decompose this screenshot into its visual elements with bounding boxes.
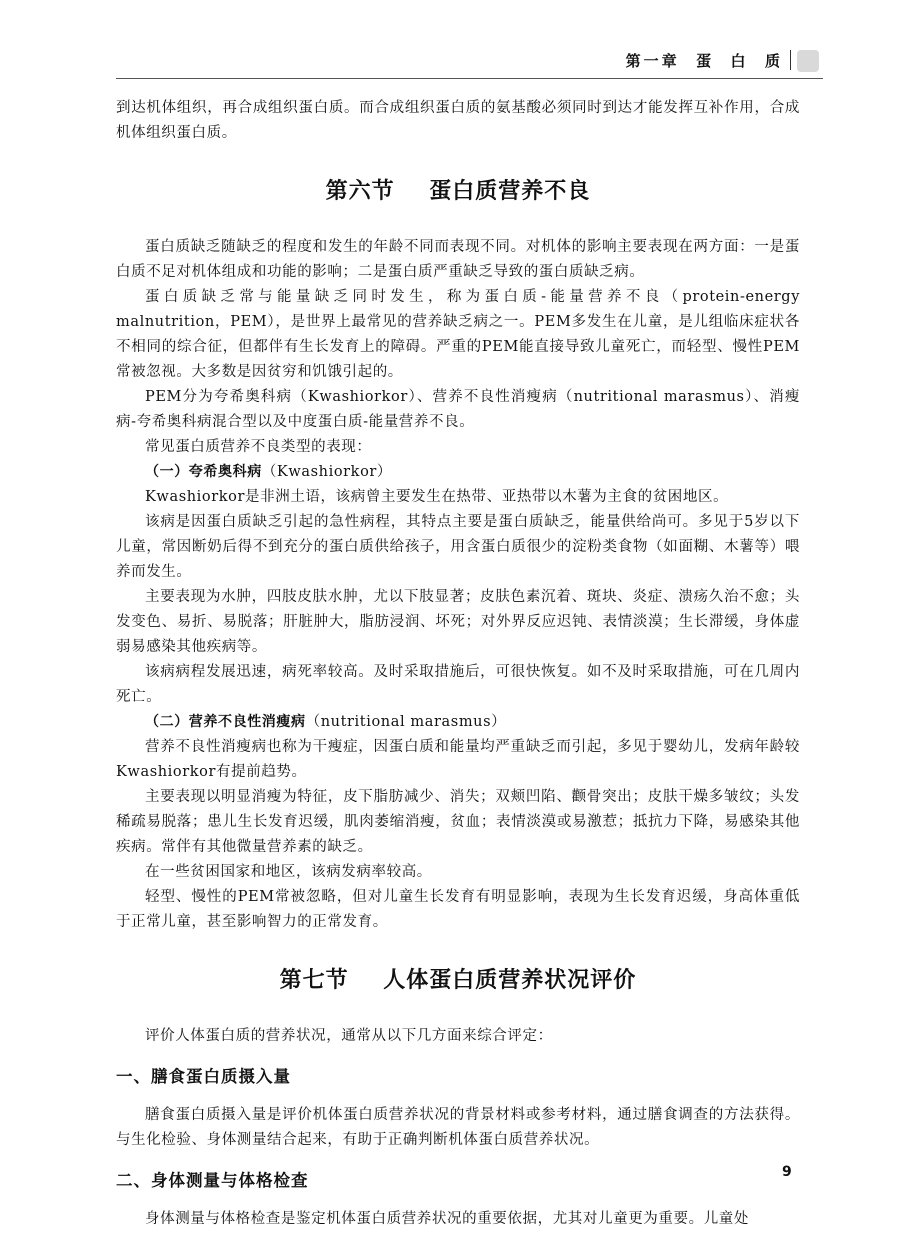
paragraph-continuation: 到达机体组织，再合成组织蛋白质。而合成组织蛋白质的氨基酸必须同时到达才能发挥互补作用，合成机体组织蛋白质。 bbox=[116, 100, 800, 141]
paragraph: 该病病程发展迅速，病死率较高。及时采取措施后，可很快恢复。如不及时采取措施，可在几周内死亡。 bbox=[116, 664, 800, 705]
subheading-kwashiorkor bbox=[116, 460, 800, 485]
running-header bbox=[116, 44, 823, 79]
subheading-suffix: （Kwashiorkor） bbox=[261, 464, 393, 480]
subheading-suffix: （nutritional marasmus） bbox=[305, 714, 507, 730]
paragraph: 膳食蛋白质摄入量是评价机体蛋白质营养状况的背景材料或参考材料，通过膳食调查的方法获得。与生化检验、身体测量结合起来，有助于正确判断机体蛋白质营养状况。 bbox=[116, 1107, 800, 1148]
subheading-label: （一）夸希奥科病 bbox=[145, 464, 262, 480]
heading-dietary-protein: 一、膳食蛋白质摄入量 bbox=[116, 1067, 291, 1086]
paragraph: 主要表现以明显消瘦为特征，皮下脂肪减少、消失；双颊凹陷、颧骨突出；皮肤干燥多皱纹；头发稀疏易脱落；患儿生长发育迟缓，肌肉萎缩消瘦，贫血；表情淡漠或易激惹；抵抗力下降，易感染其他疾病。常伴有其他微量营养素的缺乏。 bbox=[116, 789, 800, 855]
paragraph: Kwashiorkor是非洲土语，该病曾主要发生在热带、亚热带以木薯为主食的贫困地区。 bbox=[145, 489, 729, 505]
paragraph: 主要表现为水肿，四肢皮肤水肿，尤以下肢显著；皮肤色素沉着、斑块、炎症、溃疡久治不愈；头发变色、易折、易脱落；肝脏肿大，脂肪浸润、坏死；对外界反应迟钝、表情淡漠；生长滞缓，身体虚弱易感染其他疾病等。 bbox=[116, 589, 800, 655]
subheading-label: （二）营养不良性消瘦病 bbox=[145, 714, 306, 730]
paragraph: 蛋白质缺乏随缺乏的程度和发生的年龄不同而表现不同。对机体的影响主要表现在两方面：一是蛋白质不足对机体组成和功能的影响；二是蛋白质严重缺乏导致的蛋白质缺乏病。 bbox=[116, 239, 800, 280]
subheading-marasmus bbox=[116, 710, 800, 735]
page-number: 9 bbox=[782, 1164, 792, 1180]
paragraph: 常见蛋白质营养不良类型的表现： bbox=[145, 439, 372, 455]
section-6-heading: 第六节 蛋白质营养不良 bbox=[325, 178, 591, 204]
paragraph: 评价人体蛋白质的营养状况，通常从以下几方面来综合评定： bbox=[145, 1028, 553, 1044]
heading-body-measurement: 二、身体测量与体格检查 bbox=[116, 1171, 309, 1190]
section-7-heading: 第七节 人体蛋白质营养状况评价 bbox=[279, 967, 637, 993]
chapter-title: 第一章 蛋 白 质 bbox=[625, 52, 783, 70]
paragraph: 营养不良性消瘦病也称为干瘦症，因蛋白质和能量均严重缺乏而引起，多见于婴幼儿，发病年龄较Kwashiorkor有提前趋势。 bbox=[116, 739, 800, 780]
paragraph: 身体测量与体格检查是鉴定机体蛋白质营养状况的重要依据，尤其对儿童更为重要。儿童处 bbox=[145, 1211, 749, 1227]
paragraph: 在一些贫困国家和地区，该病发病率较高。 bbox=[145, 864, 432, 880]
header-divider bbox=[790, 50, 791, 70]
header-decoration-icon bbox=[797, 50, 819, 72]
paragraph: 轻型、慢性的PEM常被忽略，但对儿童生长发育有明显影响，表现为生长发育迟缓，身高体重低于正常儿童，甚至影响智力的正常发育。 bbox=[116, 889, 800, 930]
paragraph: 该病是因蛋白质缺乏引起的急性病程，其特点主要是蛋白质缺乏，能量供给尚可。多见于5岁以下儿童，常因断奶后得不到充分的蛋白质供给孩子，用含蛋白质很少的淀粉类食物（如面糊、木薯等）喂养而发生。 bbox=[116, 514, 800, 580]
paragraph: 蛋白质缺乏常与能量缺乏同时发生，称为蛋白质-能量营养不良（protein-energy malnutrition，PEM），是世界上最常见的营养缺乏病之一。PEM多发生在儿童，是儿组临床症状各不相同的综合征，但都伴有生长发育上的障碍。严重的PEM能直接导致儿童死亡，而轻型、慢性PEM常被忽视。大多数是因贫穷和饥饿引起的。 bbox=[116, 289, 800, 380]
page-body bbox=[116, 96, 800, 1232]
paragraph: PEM分为夸希奥科病（Kwashiorkor）、营养不良性消瘦病（nutritional marasmus）、消瘦病-夸希奥科病混合型以及中度蛋白质-能量营养不良。 bbox=[116, 389, 800, 430]
